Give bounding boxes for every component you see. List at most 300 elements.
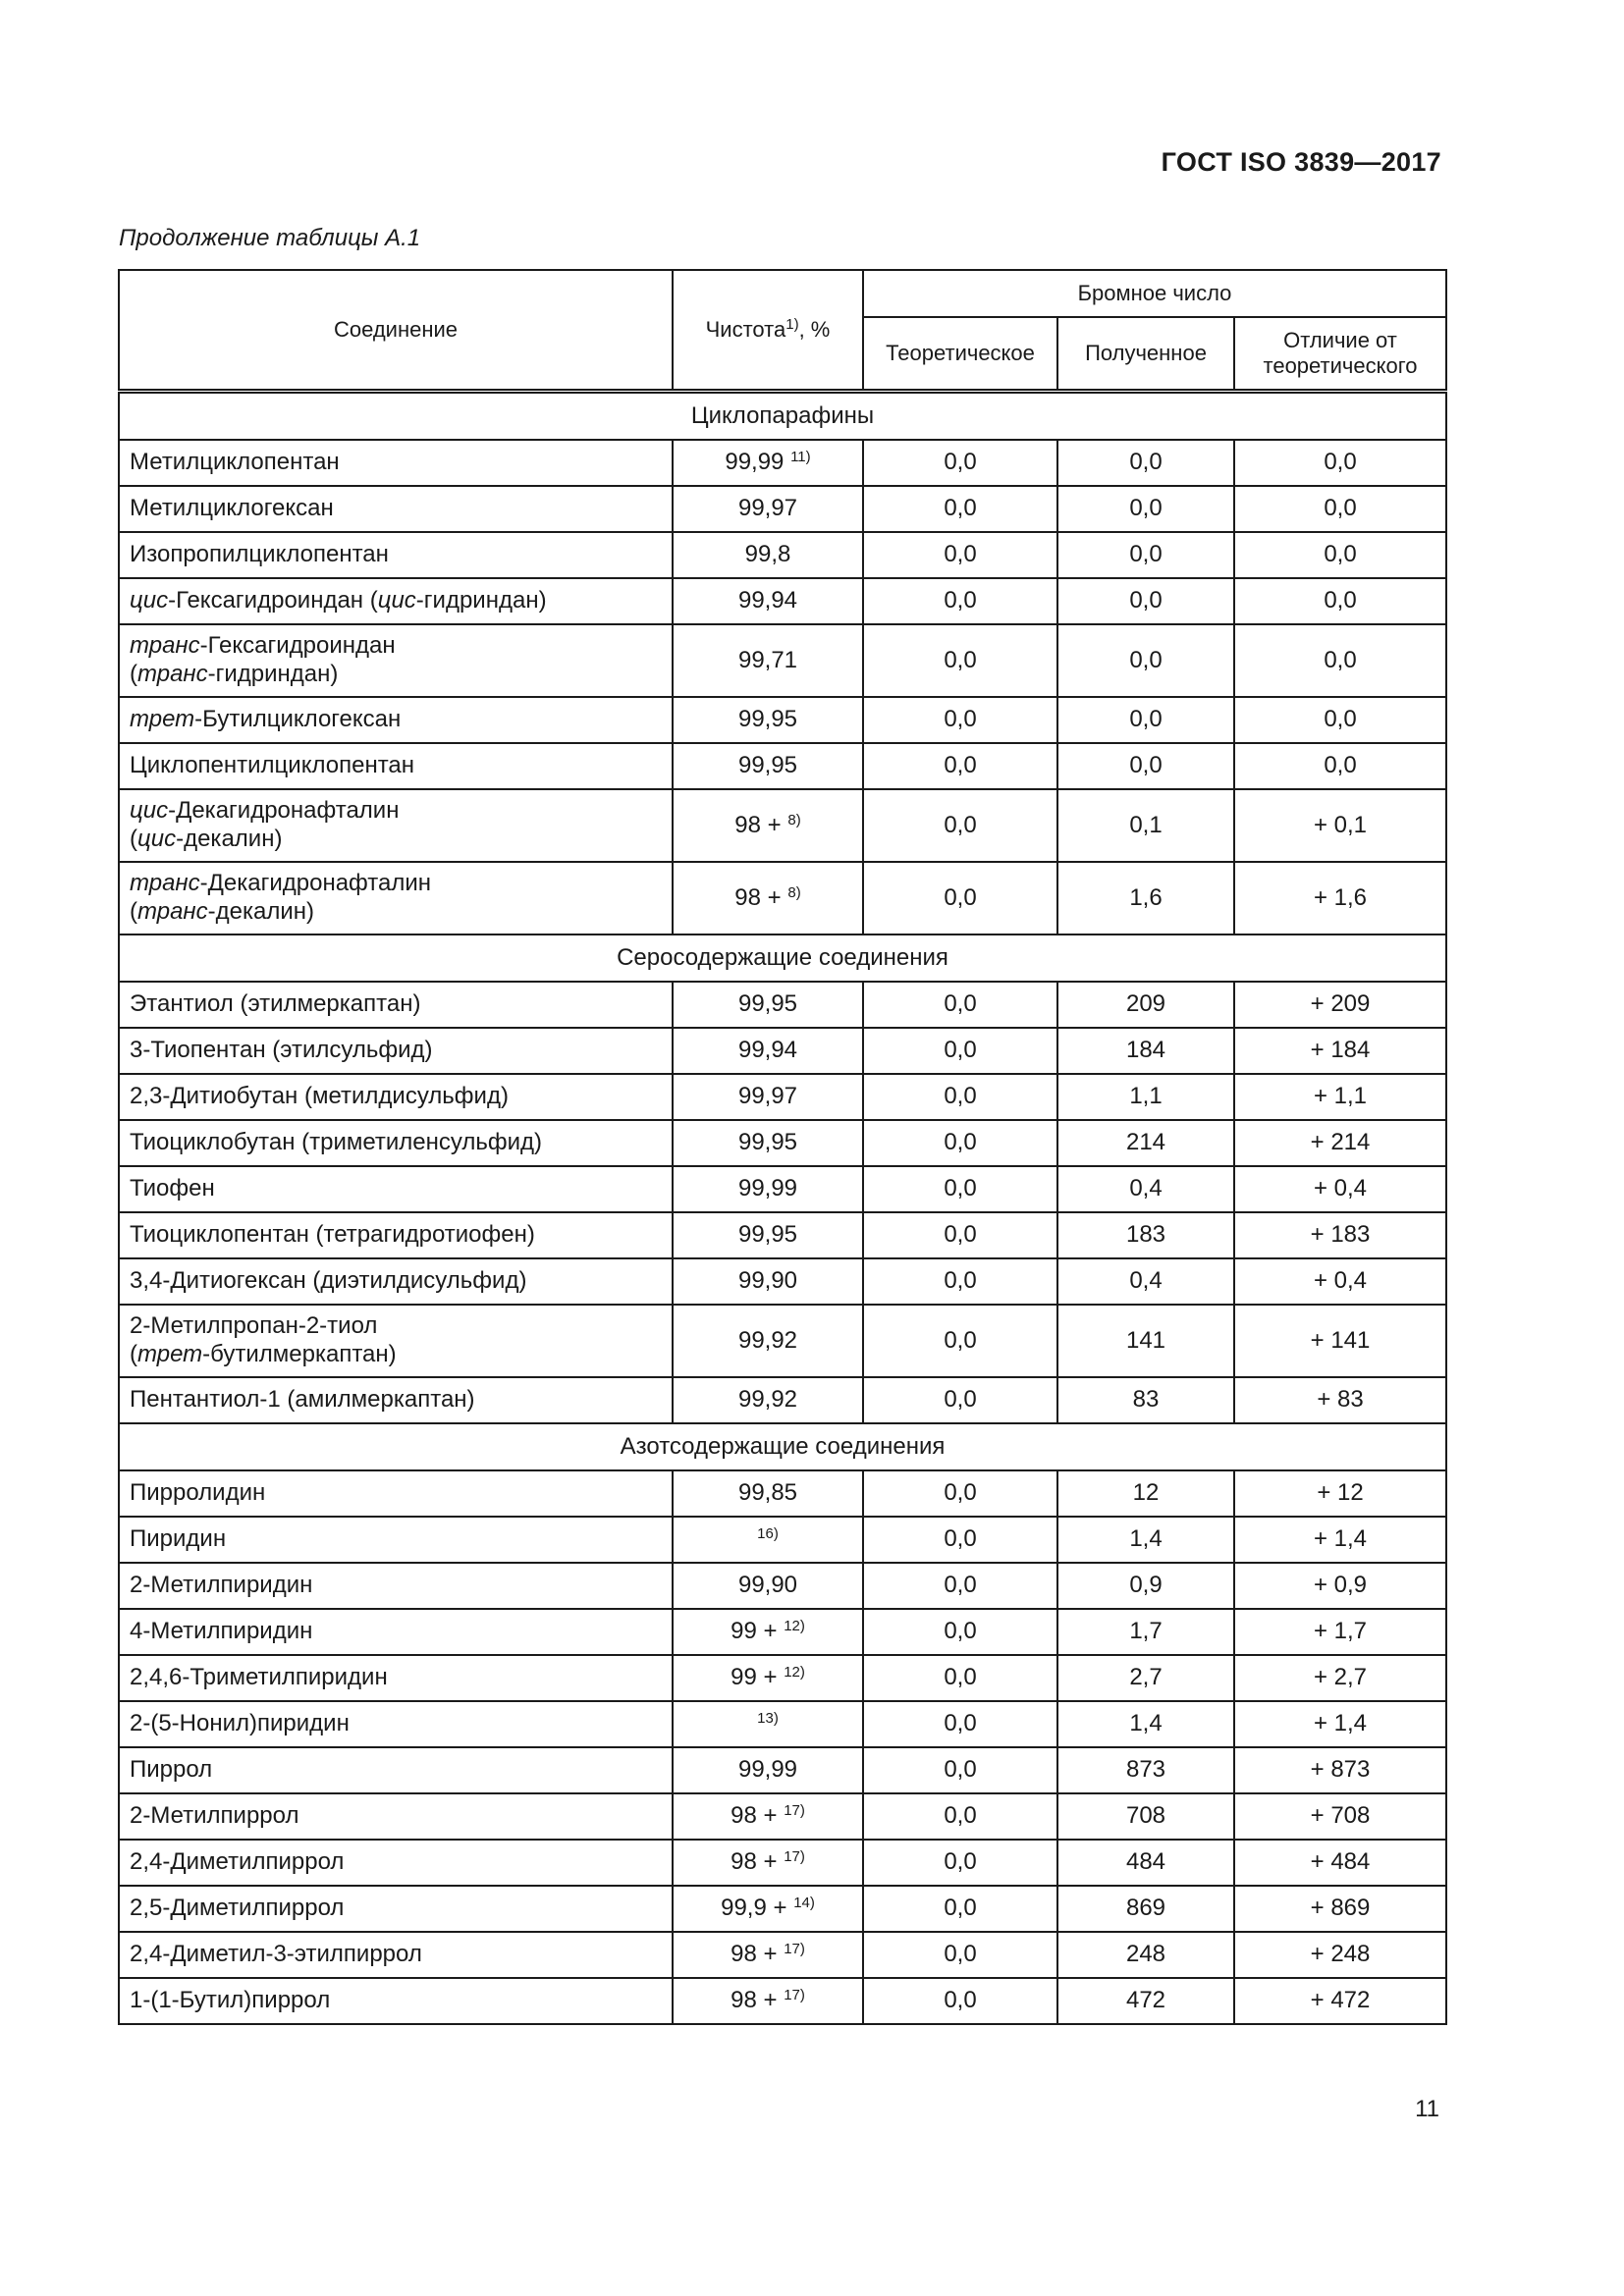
- compound-name-text: 2-Метилпиридин: [130, 1572, 313, 1599]
- compound-name: [119, 1120, 673, 1166]
- theoretical-value: 0,0: [863, 1028, 1057, 1074]
- compound-name: [119, 486, 673, 532]
- theoretical-value: 0,0: [863, 486, 1057, 532]
- theoretical-value: 0,0: [863, 1517, 1057, 1563]
- obtained-value: 248: [1057, 1932, 1234, 1978]
- compound-name-line1: [130, 870, 662, 898]
- purity-value: 98 +: [734, 811, 782, 838]
- purity-cell: [673, 789, 863, 862]
- table-row: [119, 1212, 1446, 1258]
- compound-name-text: 1-(1-Бутил)пиррол: [130, 1987, 331, 2014]
- compound-name-text: 4-Метилпиридин: [130, 1618, 313, 1645]
- compound-name-text: -Гексагидроиндан (: [168, 587, 378, 614]
- compound-name-text: Этантиол (этилмеркаптан): [130, 990, 421, 1018]
- compound-name: [119, 1470, 673, 1517]
- compound-name: [119, 1258, 673, 1305]
- header-purity: [673, 270, 863, 392]
- purity-cell: [673, 1470, 863, 1517]
- compound-name-text: Пентантиол-1 (амилмеркаптан): [130, 1386, 475, 1414]
- compound-name-line1: [130, 495, 662, 523]
- obtained-value: 1,4: [1057, 1701, 1234, 1747]
- theoretical-value: 0,0: [863, 1886, 1057, 1932]
- table-body: [119, 392, 1446, 2025]
- table-row: [119, 697, 1446, 743]
- compound-name: [119, 1886, 673, 1932]
- theoretical-value: 0,0: [863, 1120, 1057, 1166]
- compound-name-line1: [130, 990, 662, 1019]
- compound-name-line1: [130, 1221, 662, 1250]
- difference-value: + 248: [1234, 1932, 1446, 1978]
- purity-cell: [673, 1377, 863, 1423]
- difference-value: 0,0: [1234, 486, 1446, 532]
- isomer-prefix: транс: [137, 661, 208, 687]
- theoretical-value: 0,0: [863, 624, 1057, 697]
- compound-name-line1: [130, 1802, 662, 1831]
- compound-name: [119, 743, 673, 789]
- purity-cell: [673, 862, 863, 934]
- compound-name-text: Циклопентилциклопентан: [130, 752, 415, 779]
- header-purity-unit: , %: [798, 316, 831, 342]
- purity-value: 98 +: [731, 1848, 778, 1876]
- compound-name-line1: [130, 1386, 662, 1415]
- table-row: [119, 578, 1446, 624]
- difference-value: 0,0: [1234, 578, 1446, 624]
- compound-name-text: Тиоциклобутан (триметиленсульфид): [130, 1129, 543, 1156]
- purity-value: 99,99: [737, 1175, 798, 1202]
- purity-cell: [673, 1305, 863, 1377]
- compound-name-line1: [130, 1312, 662, 1341]
- table-row: [119, 1886, 1446, 1932]
- table-row: [119, 624, 1446, 697]
- obtained-value: 873: [1057, 1747, 1234, 1793]
- compound-name-line1: [130, 1848, 662, 1877]
- page-number: 11: [1415, 2096, 1439, 2122]
- theoretical-value: 0,0: [863, 982, 1057, 1028]
- table-row: [119, 440, 1446, 486]
- theoretical-value: 0,0: [863, 578, 1057, 624]
- purity-cell: [673, 1258, 863, 1305]
- purity-value: 99,95: [737, 990, 798, 1018]
- isomer-prefix: транс: [130, 632, 200, 660]
- difference-value: + 0,1: [1234, 789, 1446, 862]
- compound-name: [119, 982, 673, 1028]
- table-row: [119, 1932, 1446, 1978]
- table-row: [119, 982, 1446, 1028]
- difference-value: + 2,7: [1234, 1655, 1446, 1701]
- difference-value: + 1,7: [1234, 1609, 1446, 1655]
- compound-name-tail: -гидриндан): [207, 661, 339, 687]
- compound-name: [119, 440, 673, 486]
- purity-value: 99,94: [737, 587, 798, 614]
- header-difference: Отличие от теоретического: [1234, 317, 1446, 392]
- compound-name-line1: [130, 587, 662, 615]
- header-obtained: Полученное: [1057, 317, 1234, 392]
- purity-value: 99,8: [744, 541, 791, 568]
- compound-name-text: 2,5-Диметилпиррол: [130, 1895, 345, 1922]
- compound-name: [119, 1517, 673, 1563]
- obtained-value: 472: [1057, 1978, 1234, 2024]
- purity-cell: [673, 1517, 863, 1563]
- difference-value: 0,0: [1234, 440, 1446, 486]
- compound-name: [119, 1655, 673, 1701]
- difference-value: + 873: [1234, 1747, 1446, 1793]
- purity-footnote: 14): [793, 1895, 815, 1912]
- theoretical-value: 0,0: [863, 743, 1057, 789]
- isomer-prefix: цис: [137, 826, 177, 852]
- purity-value: 99,90: [737, 1572, 798, 1599]
- difference-value: + 0,4: [1234, 1166, 1446, 1212]
- compound-name: [119, 624, 673, 697]
- compound-name: [119, 1747, 673, 1793]
- section-row: [119, 934, 1446, 982]
- section-row: [119, 1423, 1446, 1470]
- theoretical-value: 0,0: [863, 532, 1057, 578]
- compound-name-text: 2-Метилпиррол: [130, 1802, 299, 1830]
- purity-value: 99,97: [737, 1083, 798, 1110]
- purity-footnote: 8): [787, 811, 801, 828]
- compound-name-text: -Декагидронафталин: [199, 870, 432, 897]
- theoretical-value: 0,0: [863, 1470, 1057, 1517]
- compound-name-text: 2,4-Диметилпиррол: [130, 1848, 345, 1876]
- compound-name-line1: [130, 706, 662, 734]
- header-theoretical: Теоретическое: [863, 317, 1057, 392]
- compound-name-text: Пирролидин: [130, 1479, 266, 1507]
- compound-name-line1: [130, 1525, 662, 1554]
- obtained-value: 1,7: [1057, 1609, 1234, 1655]
- compound-name-line1: [130, 1037, 662, 1065]
- compound-name-line1: [130, 1129, 662, 1157]
- purity-footnote: 17): [784, 1941, 805, 1958]
- isomer-prefix: транс: [137, 898, 208, 925]
- obtained-value: 1,6: [1057, 862, 1234, 934]
- table-row: [119, 1377, 1446, 1423]
- difference-value: + 141: [1234, 1305, 1446, 1377]
- table-row: [119, 1258, 1446, 1305]
- compound-name-text: 2,4-Диметил-3-этилпиррол: [130, 1941, 422, 1968]
- theoretical-value: 0,0: [863, 1655, 1057, 1701]
- isomer-prefix: транс: [130, 870, 200, 897]
- purity-value: 99,95: [737, 1129, 798, 1156]
- compound-name-text: Изопропилциклопентан: [130, 541, 389, 568]
- theoretical-value: 0,0: [863, 1747, 1057, 1793]
- purity-cell: [673, 1840, 863, 1886]
- obtained-value: 0,0: [1057, 440, 1234, 486]
- obtained-value: 0,9: [1057, 1563, 1234, 1609]
- compound-name-text: Метилциклогексан: [130, 495, 334, 522]
- purity-value: 98 +: [731, 1941, 778, 1968]
- compound-name-line2: [130, 1341, 662, 1369]
- purity-cell: [673, 697, 863, 743]
- purity-footnote: 8): [787, 883, 801, 901]
- obtained-value: 0,0: [1057, 486, 1234, 532]
- header-bromine-number: Бромное число: [863, 270, 1446, 317]
- compound-name-line2: [130, 898, 662, 927]
- table-row: [119, 486, 1446, 532]
- difference-value: + 214: [1234, 1120, 1446, 1166]
- difference-value: 0,0: [1234, 532, 1446, 578]
- purity-cell: [673, 1609, 863, 1655]
- purity-value: 99 +: [731, 1618, 778, 1645]
- difference-value: + 1,4: [1234, 1517, 1446, 1563]
- section-row: [119, 392, 1446, 441]
- header-purity-label: Чистота: [705, 316, 786, 342]
- compound-name-tail: -декалин): [176, 826, 283, 852]
- theoretical-value: 0,0: [863, 1793, 1057, 1840]
- obtained-value: 83: [1057, 1377, 1234, 1423]
- difference-value: 0,0: [1234, 743, 1446, 789]
- compound-name: [119, 1377, 673, 1423]
- purity-footnote: 11): [790, 449, 811, 466]
- compound-name-text: 2,4,6-Триметилпиридин: [130, 1664, 388, 1691]
- compound-name-line1: [130, 1987, 662, 2015]
- compound-name-text: -Бутилциклогексан: [194, 706, 402, 733]
- compound-name-paren: (: [130, 1341, 137, 1367]
- compound-name-text: 2-Метилпропан-2-тиол: [130, 1312, 378, 1340]
- compound-name-paren: (: [130, 826, 137, 852]
- table-row: [119, 1793, 1446, 1840]
- purity-value: 99,9 +: [721, 1895, 787, 1922]
- compound-name-line1: [130, 1756, 662, 1785]
- isomer-prefix: трет: [137, 1341, 203, 1367]
- theoretical-value: 0,0: [863, 1305, 1057, 1377]
- difference-value: + 184: [1234, 1028, 1446, 1074]
- compound-name: [119, 789, 673, 862]
- purity-cell: [673, 1074, 863, 1120]
- table-row: [119, 1517, 1446, 1563]
- obtained-value: 484: [1057, 1840, 1234, 1886]
- purity-cell: [673, 1212, 863, 1258]
- obtained-value: 708: [1057, 1793, 1234, 1840]
- compound-name-text: Тиоциклопентан (тетрагидротиофен): [130, 1221, 535, 1249]
- bromine-number-table: [118, 269, 1447, 2025]
- compound-name-tail: -декалин): [207, 898, 314, 925]
- purity-footnote: 17): [784, 1802, 805, 1820]
- theoretical-value: 0,0: [863, 1978, 1057, 2024]
- purity-cell: [673, 1978, 863, 2024]
- difference-value: + 869: [1234, 1886, 1446, 1932]
- table-row: [119, 1074, 1446, 1120]
- difference-value: + 83: [1234, 1377, 1446, 1423]
- standard-designation: ГОСТ ISO 3839—2017: [1161, 147, 1441, 177]
- purity-footnote: 16): [757, 1525, 779, 1543]
- purity-cell: [673, 982, 863, 1028]
- purity-value: 99 +: [731, 1664, 778, 1691]
- compound-name-text: -Гексагидроиндан: [199, 632, 396, 660]
- purity-value: 98 +: [734, 883, 782, 911]
- compound-name-line1: [130, 752, 662, 780]
- table-row: [119, 1747, 1446, 1793]
- compound-name-line1: [130, 1175, 662, 1203]
- compound-name: [119, 532, 673, 578]
- obtained-value: 12: [1057, 1470, 1234, 1517]
- table-row: [119, 862, 1446, 934]
- compound-name: [119, 1978, 673, 2024]
- obtained-value: 0,0: [1057, 697, 1234, 743]
- purity-footnote: 13): [757, 1710, 779, 1728]
- header-purity-note: 1): [785, 315, 799, 333]
- purity-value: 99,99: [725, 449, 785, 476]
- obtained-value: 209: [1057, 982, 1234, 1028]
- purity-cell: [673, 578, 863, 624]
- isomer-prefix: трет: [130, 706, 195, 733]
- obtained-value: 184: [1057, 1028, 1234, 1074]
- difference-value: + 1,1: [1234, 1074, 1446, 1120]
- purity-value: 99,95: [737, 706, 798, 733]
- purity-value: 99,71: [737, 646, 798, 673]
- compound-name-text: Тиофен: [130, 1175, 215, 1202]
- compound-name-text: -Декагидронафталин: [168, 797, 400, 825]
- compound-name-text: Пиридин: [130, 1525, 227, 1553]
- difference-value: + 209: [1234, 982, 1446, 1028]
- compound-name-tail: -бутилмеркаптан): [202, 1341, 397, 1367]
- theoretical-value: 0,0: [863, 1563, 1057, 1609]
- theoretical-value: 0,0: [863, 440, 1057, 486]
- obtained-value: 0,4: [1057, 1166, 1234, 1212]
- section-title: Циклопарафины: [119, 392, 1446, 441]
- compound-name-line1: [130, 1572, 662, 1600]
- theoretical-value: 0,0: [863, 862, 1057, 934]
- theoretical-value: 0,0: [863, 1932, 1057, 1978]
- table-row: [119, 1470, 1446, 1517]
- purity-value: 98 +: [731, 1987, 778, 2014]
- compound-name: [119, 1793, 673, 1840]
- obtained-value: 0,0: [1057, 743, 1234, 789]
- table-row: [119, 789, 1446, 862]
- compound-name-text: 2,3-Дитиобутан (метилдисульфид): [130, 1083, 509, 1110]
- table-row: [119, 1120, 1446, 1166]
- theoretical-value: 0,0: [863, 1377, 1057, 1423]
- purity-value: 99,90: [737, 1267, 798, 1295]
- compound-name: [119, 1305, 673, 1377]
- difference-value: + 0,4: [1234, 1258, 1446, 1305]
- table-row: [119, 1655, 1446, 1701]
- purity-footnote: 17): [784, 1987, 805, 2004]
- compound-name: [119, 1701, 673, 1747]
- compound-name: [119, 1840, 673, 1886]
- header-compound: Соединение: [119, 270, 673, 392]
- purity-cell: [673, 1886, 863, 1932]
- isomer-prefix: цис: [377, 587, 416, 614]
- purity-cell: [673, 1655, 863, 1701]
- compound-name-text: Пиррол: [130, 1756, 213, 1784]
- theoretical-value: 0,0: [863, 1166, 1057, 1212]
- compound-name-tail: -гидриндан): [415, 587, 547, 614]
- compound-name-paren: (: [130, 898, 137, 925]
- obtained-value: 1,1: [1057, 1074, 1234, 1120]
- purity-cell: [673, 743, 863, 789]
- purity-cell: [673, 1120, 863, 1166]
- compound-name-line1: [130, 449, 662, 477]
- table-row: [119, 1609, 1446, 1655]
- table-row: [119, 1305, 1446, 1377]
- purity-value: 99,99: [737, 1756, 798, 1784]
- compound-name-line1: [130, 1895, 662, 1923]
- purity-value: 99,85: [737, 1479, 798, 1507]
- compound-name-line1: [130, 1664, 662, 1692]
- compound-name-text: Метилциклопентан: [130, 449, 340, 476]
- compound-name-line1: [130, 1618, 662, 1646]
- compound-name: [119, 1074, 673, 1120]
- purity-value: 99,95: [737, 752, 798, 779]
- purity-cell: [673, 1166, 863, 1212]
- purity-value: 99,97: [737, 495, 798, 522]
- compound-name-text: 3-Тиопентан (этилсульфид): [130, 1037, 433, 1064]
- purity-cell: [673, 1932, 863, 1978]
- table-row: [119, 1840, 1446, 1886]
- purity-value: 98 +: [731, 1802, 778, 1830]
- compound-name-line1: [130, 1710, 662, 1738]
- purity-value: 99,92: [737, 1326, 798, 1354]
- compound-name: [119, 862, 673, 934]
- difference-value: + 1,4: [1234, 1701, 1446, 1747]
- compound-name: [119, 1609, 673, 1655]
- compound-name-line1: [130, 1083, 662, 1111]
- purity-cell: [673, 1028, 863, 1074]
- compound-name-line2: [130, 661, 662, 689]
- difference-value: + 472: [1234, 1978, 1446, 2024]
- theoretical-value: 0,0: [863, 1609, 1057, 1655]
- table-caption: Продолжение таблицы А.1: [119, 225, 421, 251]
- section-title: Азотсодержащие соединения: [119, 1423, 1446, 1470]
- compound-name-line1: [130, 632, 662, 661]
- purity-value: 99,95: [737, 1221, 798, 1249]
- purity-value: 99,92: [737, 1386, 798, 1414]
- table-row: [119, 1701, 1446, 1747]
- obtained-value: 1,4: [1057, 1517, 1234, 1563]
- compound-name: [119, 1028, 673, 1074]
- compound-name: [119, 1932, 673, 1978]
- theoretical-value: 0,0: [863, 1258, 1057, 1305]
- compound-name: [119, 1563, 673, 1609]
- purity-cell: [673, 1701, 863, 1747]
- difference-value: + 708: [1234, 1793, 1446, 1840]
- purity-value: 99,94: [737, 1037, 798, 1064]
- purity-footnote: 12): [784, 1664, 805, 1682]
- obtained-value: 869: [1057, 1886, 1234, 1932]
- difference-value: + 183: [1234, 1212, 1446, 1258]
- isomer-prefix: цис: [130, 587, 169, 614]
- table-row: [119, 1563, 1446, 1609]
- compound-name-text: 2-(5-Нонил)пиридин: [130, 1710, 350, 1737]
- compound-name-line1: [130, 1941, 662, 1969]
- compound-name: [119, 578, 673, 624]
- purity-footnote: 17): [784, 1848, 805, 1866]
- table-row: [119, 1166, 1446, 1212]
- table-row: [119, 743, 1446, 789]
- compound-name: [119, 1212, 673, 1258]
- difference-value: + 1,6: [1234, 862, 1446, 934]
- table-row: [119, 1028, 1446, 1074]
- table-row: [119, 532, 1446, 578]
- compound-name-paren: (: [130, 661, 137, 687]
- compound-name-text: 3,4-Дитиогексан (диэтилдисульфид): [130, 1267, 527, 1295]
- obtained-value: 214: [1057, 1120, 1234, 1166]
- difference-value: + 0,9: [1234, 1563, 1446, 1609]
- obtained-value: 0,4: [1057, 1258, 1234, 1305]
- obtained-value: 141: [1057, 1305, 1234, 1377]
- difference-value: + 12: [1234, 1470, 1446, 1517]
- compound-name-line1: [130, 541, 662, 569]
- purity-cell: [673, 1793, 863, 1840]
- theoretical-value: 0,0: [863, 789, 1057, 862]
- obtained-value: 0,1: [1057, 789, 1234, 862]
- isomer-prefix: цис: [130, 797, 169, 825]
- compound-name-line1: [130, 1479, 662, 1508]
- difference-value: + 484: [1234, 1840, 1446, 1886]
- theoretical-value: 0,0: [863, 1074, 1057, 1120]
- obtained-value: 183: [1057, 1212, 1234, 1258]
- purity-cell: [673, 440, 863, 486]
